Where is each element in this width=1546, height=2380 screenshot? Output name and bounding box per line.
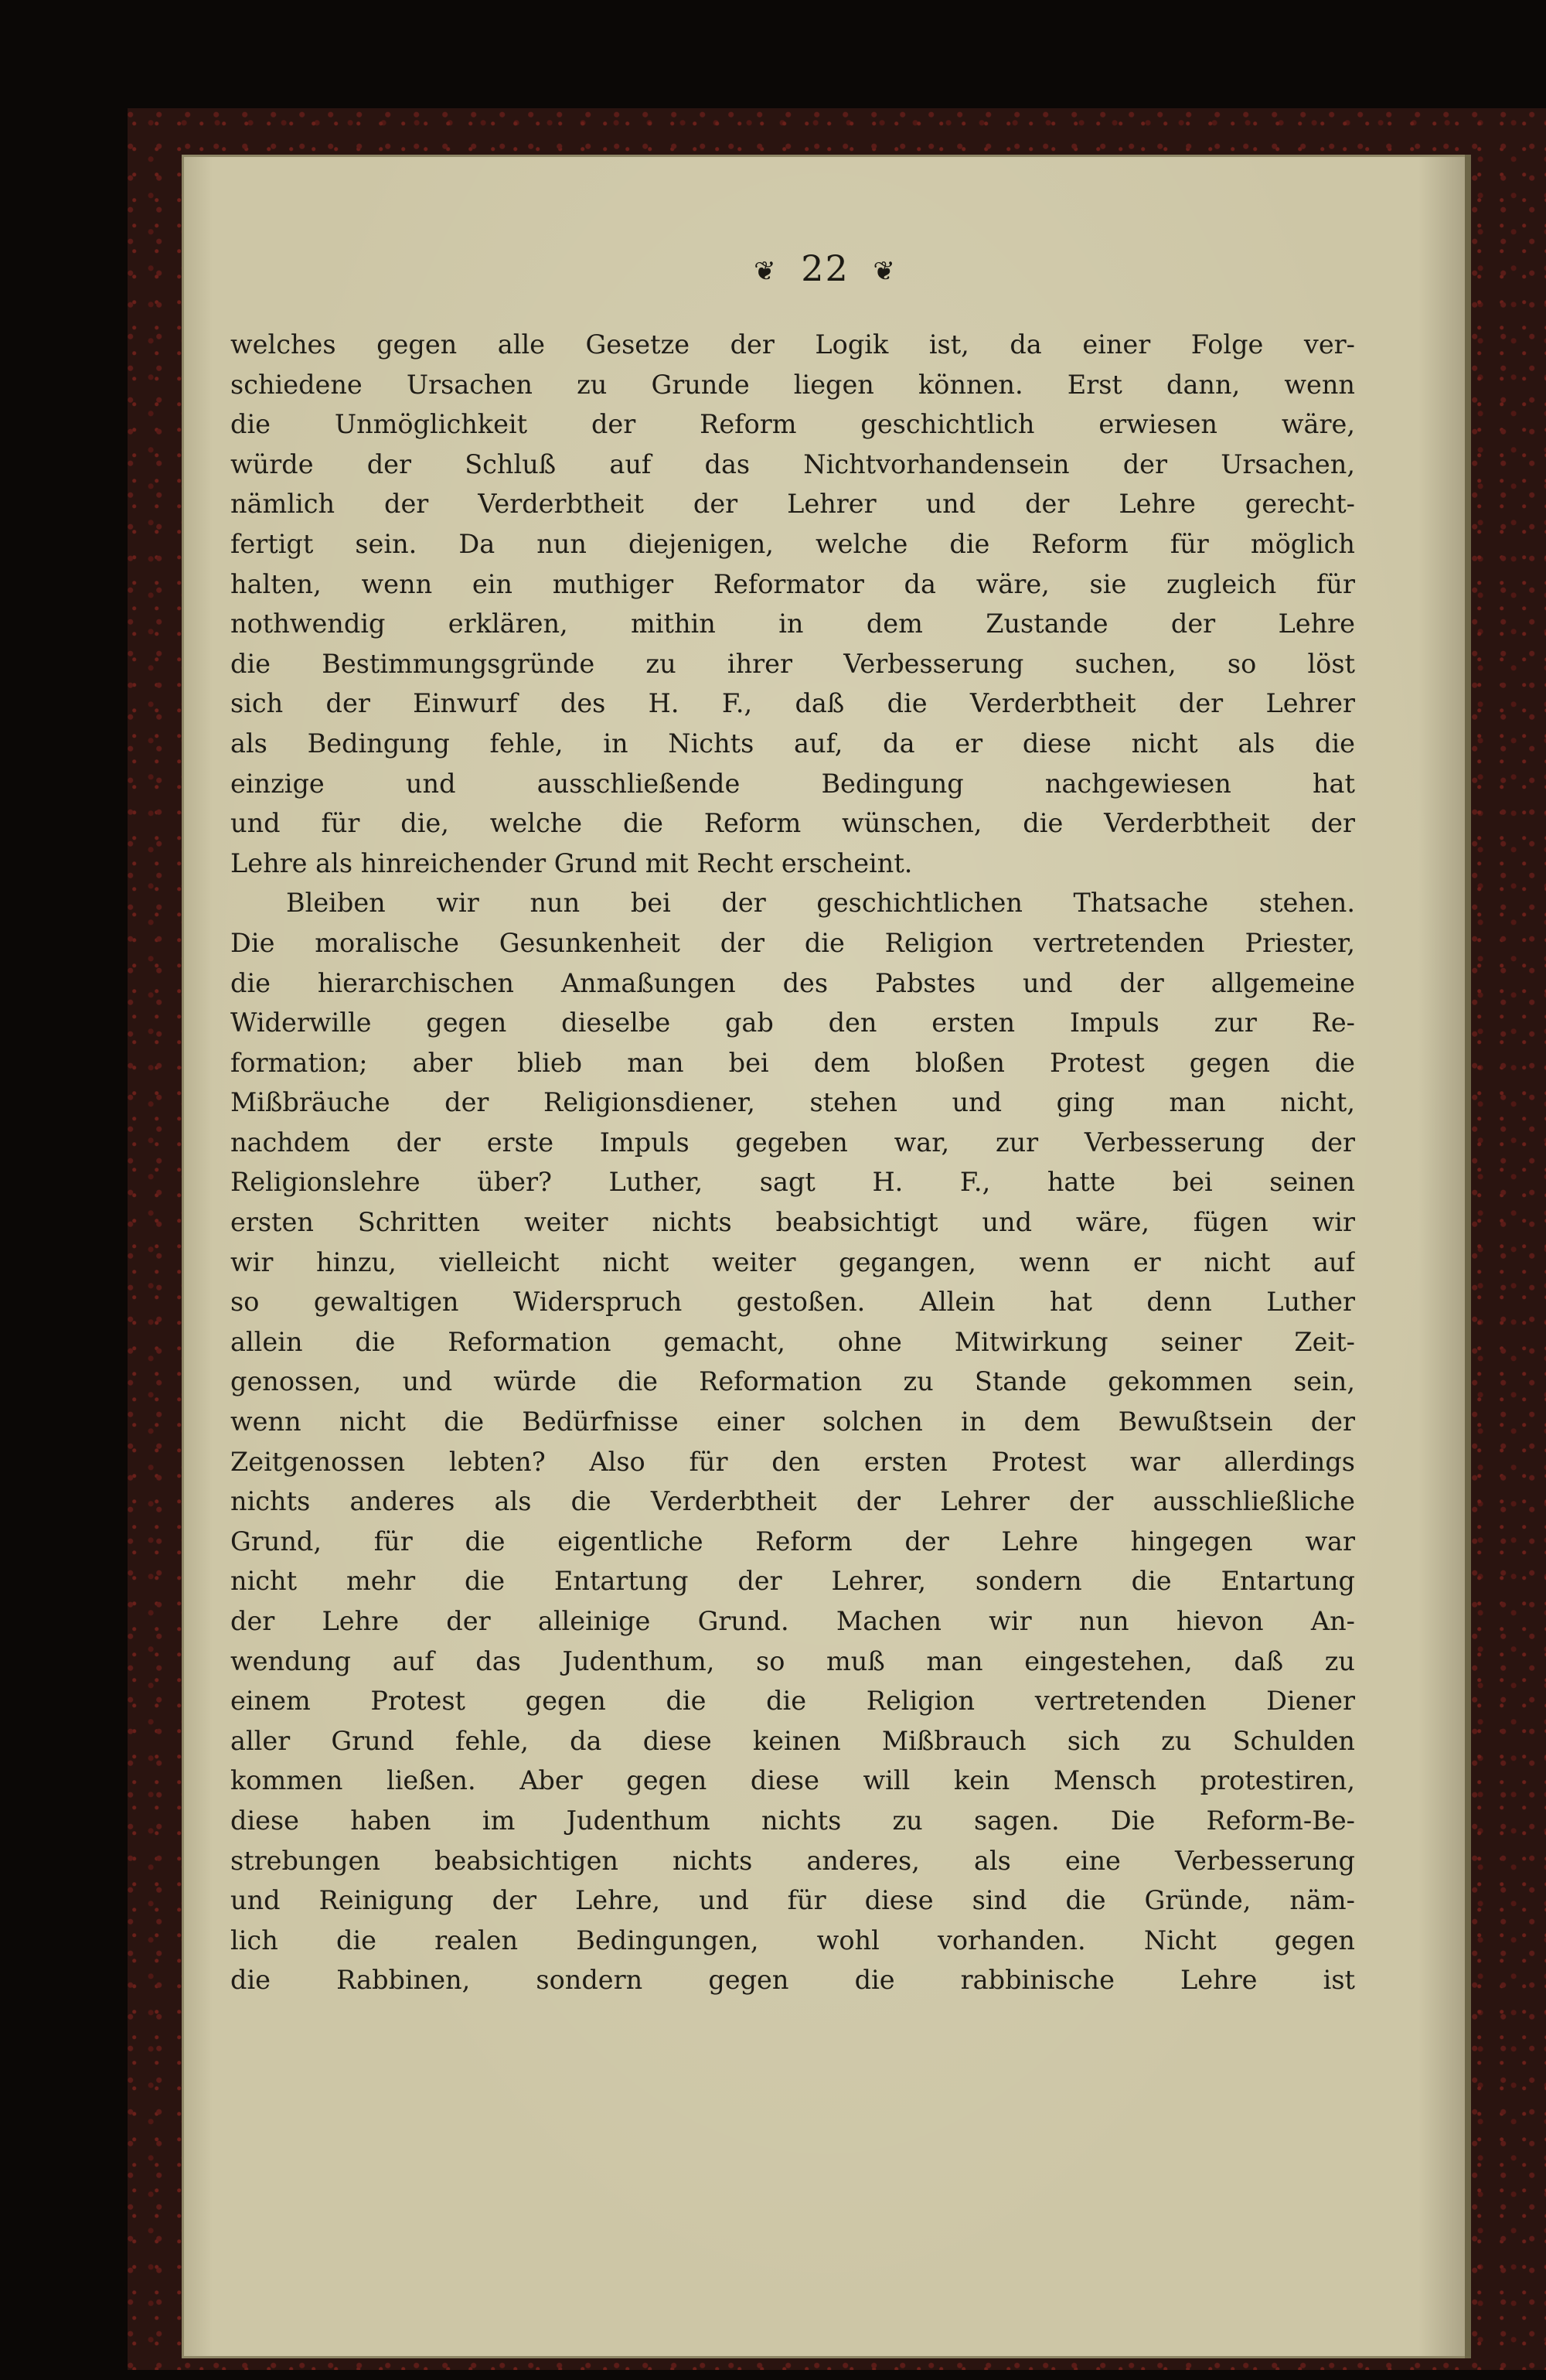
text-line: Religionslehre über? Luther, sagt H. F., hatte bei seinen (230, 1167, 1355, 1198)
text-line: wendung auf das Judenthum, so muß man eingestehen, daß zu (230, 1645, 1355, 1676)
text-line: allein die Reformation gemacht, ohne Mitwirkung seiner Zeit- (230, 1326, 1355, 1357)
text-line: sich der Einwurf des H. F., daß die Verderbtheit der Lehrer (230, 688, 1355, 719)
text-line: nachdem der erste Impuls gegeben war, zur Verbesserung der (230, 1127, 1355, 1158)
text-line: schiedene Ursachen zu Grunde liegen können. Erst dann, wenn (230, 369, 1355, 400)
page-number: 22 (801, 247, 850, 289)
text-line: welches gegen alle Gesetze der Logik ist, da einer Folge ver- (230, 329, 1355, 360)
ornament-right-icon: ❦ (873, 256, 897, 287)
text-line: Lehre als hinreichender Grund mit Recht erscheint. (230, 847, 913, 878)
text-line: als Bedingung fehle, in Nichts auf, da er diese nicht als die (230, 728, 1355, 759)
text-line: wir hinzu, vielleicht nicht weiter gegangen, wenn er nicht auf (230, 1246, 1355, 1277)
text-line: so gewaltigen Widerspruch gestoßen. Allein hat denn Luther (230, 1287, 1355, 1318)
text-line: und Reinigung der Lehre, und für diese sind die Gründe, näm- (230, 1885, 1355, 1916)
text-line: und für die, welche die Reform wünschen, die Verderbtheit der (230, 808, 1355, 839)
text-line: diese haben im Judenthum nichts zu sagen. Die Reform-Be- (230, 1805, 1355, 1836)
text-line: Widerwille gegen dieselbe gab den ersten Impuls zur Re- (230, 1008, 1355, 1038)
body-text (230, 325, 1355, 2000)
text-line: die hierarchischen Anmaßungen des Pabstes und der allgemeine (230, 967, 1355, 998)
text-line: einem Protest gegen die die Religion vertretenden Diener (230, 1686, 1355, 1717)
text-line: aller Grund fehle, da diese keinen Mißbrauch sich zu Schulden (230, 1725, 1355, 1756)
text-line: genossen, und würde die Reformation zu Stande gekommen sein, (230, 1366, 1355, 1397)
text-line: ersten Schritten weiter nichts beabsichtigt und wäre, fügen wir (230, 1207, 1355, 1238)
text-line: kommen ließen. Aber gegen diese will kein Mensch protestiren, (230, 1765, 1355, 1796)
text-line: lich die realen Bedingungen, wohl vorhanden. Nicht gegen (230, 1925, 1355, 1955)
ornament-left-icon: ❦ (754, 256, 778, 287)
text-line: nicht mehr die Entartung der Lehrer, sondern die Entartung (230, 1566, 1355, 1597)
text-line: die Rabbinen, sondern gegen die rabbinische Lehre ist (230, 1965, 1355, 1996)
text-line: formation; aber blieb man bei dem bloßen Protest gegen die (230, 1047, 1355, 1078)
text-line: die Bestimmungsgründe zu ihrer Verbesserung suchen, so löst (230, 648, 1355, 679)
text-line: einzige und ausschließende Bedingung nachgewiesen hat (230, 768, 1355, 799)
text-line: nämlich der Verderbtheit der Lehrer und der Lehre gerecht- (230, 489, 1355, 520)
text-line: Zeitgenossen lebten? Also für den ersten Protest war allerdings (230, 1446, 1355, 1477)
text-line: der Lehre der alleinige Grund. Machen wir nun hievon An- (230, 1606, 1355, 1636)
text-line: die Unmöglichkeit der Reform geschichtlich erwiesen wäre, (230, 409, 1355, 440)
text-line: Grund, für die eigentliche Reform der Lehre hingegen war (230, 1526, 1355, 1557)
text-line: strebungen beabsichtigen nichts anderes, als eine Verbesserung (230, 1845, 1355, 1876)
text-line: würde der Schluß auf das Nichtvorhandensein der Ursachen, (230, 448, 1355, 479)
page-edge (1465, 155, 1471, 2358)
text-line: halten, wenn ein muthiger Reformator da wäre, sie zugleich für (230, 568, 1355, 599)
text-line: fertigt sein. Da nun diejenigen, welche die Reform für möglich (230, 528, 1355, 559)
text-line: wenn nicht die Bedürfnisse einer solchen in dem Bewußtsein der (230, 1407, 1355, 1437)
page-header (182, 247, 1469, 289)
text-line: Bleiben wir nun bei der geschichtlichen Thatsache stehen. (286, 888, 1355, 919)
text-line: nichts anderes als die Verderbtheit der Lehrer der ausschließliche (230, 1486, 1355, 1517)
text-line: nothwendig erklären, mithin in dem Zustande der Lehre (230, 609, 1355, 639)
text-line: Mißbräuche der Religionsdiener, stehen und ging man nicht, (230, 1087, 1355, 1118)
text-line: Die moralische Gesunkenheit der die Religion vertretenden Priester, (230, 927, 1355, 958)
